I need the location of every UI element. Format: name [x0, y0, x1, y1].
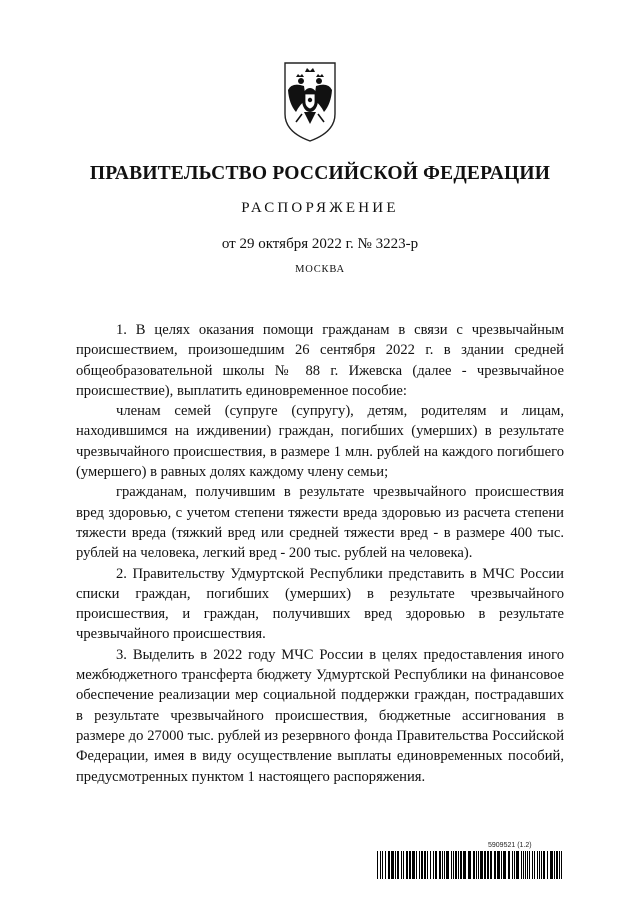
paragraph-2: членам семей (супруге (супругу), детям, родителям и лицам, находившимся на иждивении) граждан, погибших (умерших) в результате чрезвычайного происшествия, в размере 1 млн. рублей на каждого погибшего (умершего) в равных долях каждому члену семьи; [76, 403, 564, 481]
document-body [76, 320, 564, 787]
paragraph-3: гражданам, получившим в результате чрезвычайного происшествия вред здоровью, с учетом степени тяжести вреда здоровью из расчета степени тяжести вреда (тяжкий вред или средней тяжести вред - в размере 400 тыс. рублей на человека, легкий вред - 200 тыс. рублей на человека). [76, 484, 564, 562]
paragraph-1: 1. В целях оказания помощи гражданам в связи с чрезвычайным происшествием, произошедшим 26 сентября 2022 г. в здании средней общеобразовательной школы № 88 г. Ижевска (далее - чрезвычайное происшествие), выплатить единовременное пособие: [76, 322, 564, 399]
government-title: ПРАВИТЕЛЬСТВО РОССИЙСКОЙ ФЕДЕРАЦИИ [89, 163, 551, 184]
document-type: РАСПОРЯЖЕНИЕ [241, 200, 399, 216]
document-date-number: от 29 октября 2022 г. № 3223-р [221, 236, 419, 252]
russian-coat-of-arms-icon [282, 60, 338, 144]
barcode-icon [376, 851, 566, 879]
paragraph-4: 2. Правительству Удмуртской Республики представить в МЧС России списки граждан, погибших (умерших) в результате чрезвычайного происшествия, и граждан, получивших вред здоровью в результате чрезвычайного происшествия. [76, 565, 564, 643]
paragraph-5: 3. Выделить в 2022 году МЧС России в целях предоставления иного межбюджетного трансферта бюджету Удмуртской Республики на финансовое обеспечение реализации мер социальной поддержки граждан, пострадавших в результате чрезвычайного происшествия, бюджетные ассигнования в размере до 27000 тыс. рублей из резервного фонда Правительства Российской Федерации, имея в виду осуществление выплаты единовременных пособий, предусмотренных пунктом 1 настоящего распоряжения. [76, 646, 564, 785]
document-city: МОСКВА [295, 264, 345, 275]
barcode-number: 5909521 (1.2) [488, 842, 532, 849]
